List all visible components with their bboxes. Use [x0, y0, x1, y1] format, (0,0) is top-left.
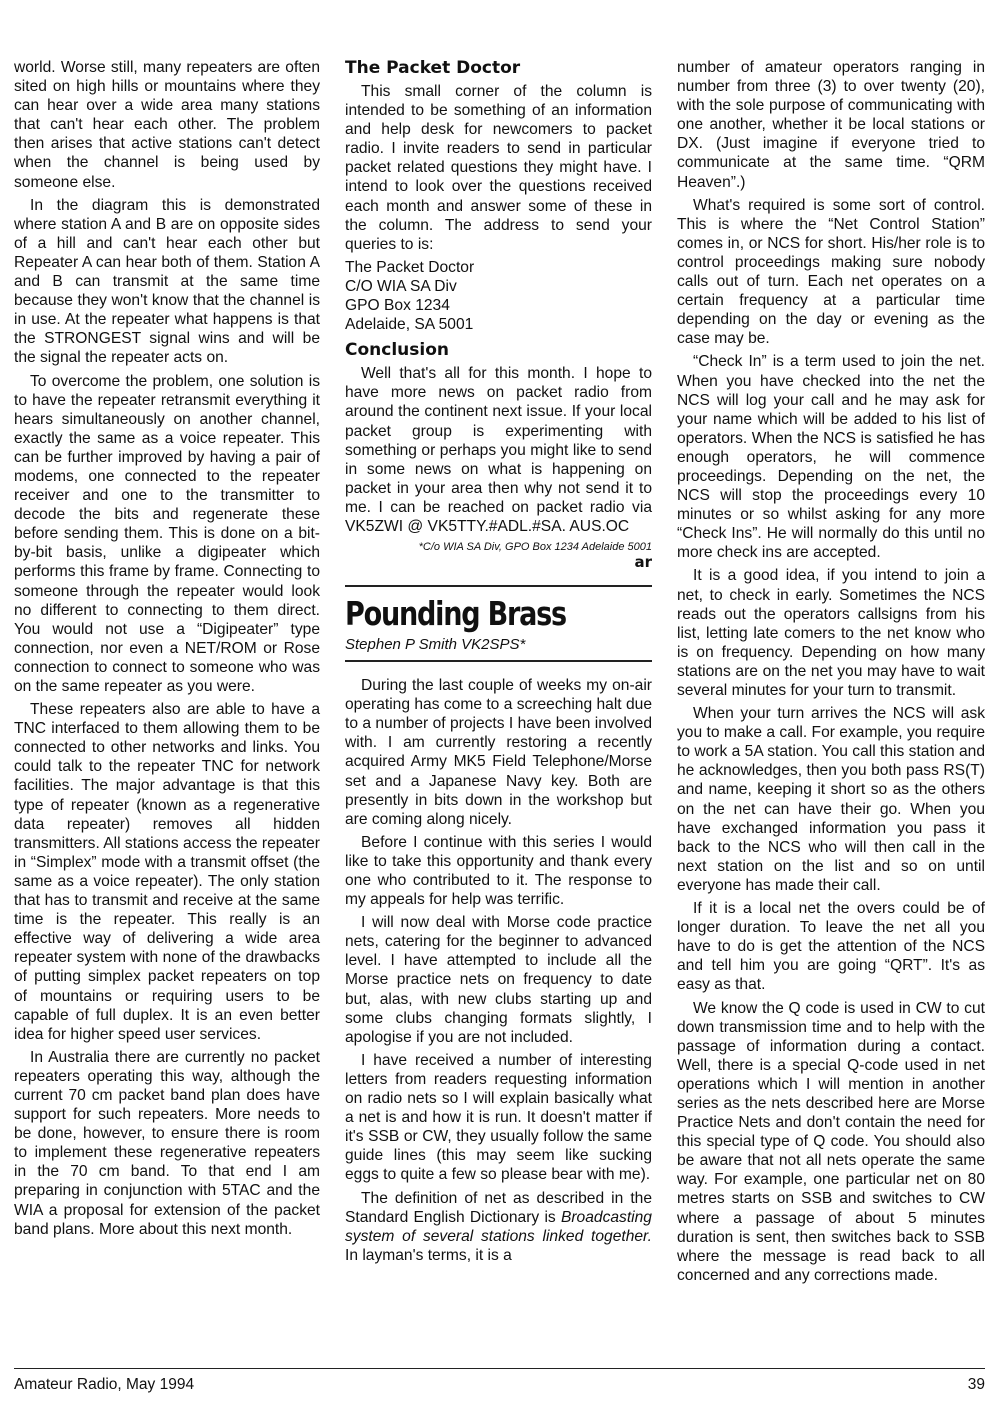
- footer-publication: Amateur Radio, May 1994: [14, 1376, 195, 1393]
- title-rule-bottom: [345, 660, 652, 662]
- section-heading-packet-doctor: The Packet Doctor: [345, 58, 521, 78]
- end-mark: ar: [634, 553, 652, 572]
- column-2: [345, 58, 652, 1269]
- column-3: [677, 58, 985, 1289]
- address-line: GPO Box 1234: [345, 297, 450, 315]
- paragraph-text: The definition of net as described in the Standard English Dictionary is: [345, 1189, 652, 1226]
- paragraph: world. Worse still, many repeaters are often sited on high hills or mountains where they can hear over a wide area many stations that can't hear each other. The problem then arises that active stations can't detect when the channel is being used by someone else.: [14, 59, 320, 191]
- paragraph: These repeaters also are able to have a TNC interfaced to them allowing them to be connected to other networks and links. You could talk to the repeater TNC for network facilities. The major advantage is that this type of repeater (known as a regenerative data repeater) removes all hidden transmitters. All stations access the repeater in “Simplex” mode with a transmit offset (the same as a voice repeater). The only station that has to transmit and receive at the same time is the repeater. This really is an effective way of delivering a wide area repeater system with none of the drawbacks of putting simplex packet repeaters on top of mountains or requiring users to be capable of full duplex. It is an even better idea for higher speed user services.: [14, 701, 320, 1043]
- paragraph: Before I continue with this series I would like to take this opportunity and thank every one who contributed to it. The response to my appeals for help was terrific.: [345, 833, 652, 909]
- paragraph: It is a good idea, if you intend to join a net, to check in early. Sometimes the NCS reads out the operators callsigns from his list, letting late comers to the net know who is on frequency. Depending on how many stations are on the net you may have to wait several minutes for your turn to transmit.: [677, 567, 985, 699]
- mailing-address: [345, 258, 652, 334]
- page-number: 39: [967, 1376, 985, 1393]
- paragraph: [345, 1189, 652, 1265]
- paragraph: This small corner of the column is intended to be something of an information and help desk for newcomers to packet radio. I invite readers to send in particular packet related questions they might have. I intend to look over the questions received each month and answer some of these in the column. The address to send your queries to is:: [345, 83, 652, 253]
- address-line: C/O WIA SA Div: [345, 277, 457, 295]
- section-heading-conclusion: Conclusion: [345, 340, 449, 361]
- paragraph: What's required is some sort of control. This is where the “Net Control Station” comes in, or NCS for short. His/her role is to control proceedings making sure nobody calls out of turn. Each net operates on a certain frequency at a particular time depending on the day or evening as the case may be.: [677, 196, 985, 348]
- column-1: [14, 58, 320, 1243]
- paragraph: To overcome the problem, one solution is to have the repeater retransmit everything it hears simultaneously on another channel, exactly the same as a voice repeater. This can be further improved by having a pair of modems, one connected to the repeater receiver and one to the transmitter to decode the bits and regenerate these before sending them. This is done on a bit-by-bit basis, unlike a digipeater which performs this frame by frame. Connecting to someone through the repeater would look no different to connecting to them direct. You would not use a “Digipeater” type connection, nor even a NET/ROM or Rose connection to connect to someone who was on the same repeater as you were.: [14, 372, 320, 695]
- paragraph: We know the Q code is used in CW to cut down transmission time and to help with the passage of information during a contact. Well, there is a special Q-code used in net operations which I will mention in another series as the nets described here are Morse Practice Nets and don't contain the need for this special type of Q code. You should also be aware that not all nets operate the same way. For example, one particular net on 80 metres starts on SSB and switches to CW where a passage of about 5 minutes duration is sent, then switches back to SSB where the message is read back to all concerned and any corrections made.: [677, 999, 985, 1284]
- paragraph: “Check In” is a term used to join the net. When you have checked into the net the NCS will log your call and he may ask for your name which will be added to his list of operators. When the NCS is satisfied he has enough operators, he will commence proceedings. Depending on the net, the NCS will stop the proceedings every 10 minutes or so whilst asking for any more “Check Ins”. He will normally do this until no more check ins are accepted.: [677, 353, 985, 562]
- paragraph: number of amateur operators ranging in number from three (3) to over twenty (20), with the sole purpose of communicating with one another, whether it be local stations or DX. (Just imagine if everyone tried to communicate at the same time. “QRM Heaven”.): [677, 59, 985, 191]
- footer-rule: [14, 1368, 985, 1369]
- paragraph: When your turn arrives the NCS will ask you to make a call. For example, you require to work a 5A station. You call this station and he acknowledges, then you both pass RS(T) and name, keeping it short so as the others on the net can have their go. When you have exchanged information you pass it back to the NCS who will then call in the next station on the list and so on until everyone has made their call.: [677, 705, 985, 894]
- paragraph: If it is a local net the overs could be of longer duration. To leave the net all you have to do is get the attention of the NCS and tell him you are going “QRT”. It's as easy as that.: [677, 900, 985, 994]
- paragraph: During the last couple of weeks my on-air operating has come to a screeching halt due to a number of projects I have been involved with. I am currently restoring a recently acquired Army MK5 Field Telephone/Morse set and a Japanese Navy key. Both are presently in bits down in the workshop but are coming along nicely.: [345, 677, 652, 828]
- author-footnote: *C/o WIA SA Div, GPO Box 1234 Adelaide 5001: [418, 541, 652, 554]
- article-title: Pounding Brass: [345, 594, 566, 634]
- paragraph: I will now deal with Morse code practice nets, catering for the beginner to advanced level. I have attempted to include all the Morse practice nets on frequency to date but, alas, with new clubs starting up and some clubs changing formats slightly, I apologise if you are not included.: [345, 914, 652, 1046]
- paragraph: Well that's all for this month. I hope to have more news on packet radio from around the continent next issue. If your local packet group is experimenting with something or perhaps you might like to send in some news on what is happening on packet in your area then why not send it to me. I can be reached on packet radio via VK5ZWI @ VK5TTY.#ADL.#SA. AUS.OC: [345, 365, 652, 535]
- dictionary-definition: Broadcasting system of several stations linked together.: [345, 1208, 652, 1245]
- address-line: Adelaide, SA 5001: [345, 316, 474, 334]
- paragraph: In Australia there are currently no packet repeaters operating this way, although the current 70 cm packet band plan does have support for such repeaters. More needs to be done, however, to ensure there is room to implement these regenerative repeaters in the 70 cm band. To that end I am preparing in conjunction with 5TAC and the WIA a proposal for extension of the packet band plans. More about this next month.: [14, 1048, 320, 1238]
- paragraph: I have received a number of interesting letters from readers requesting information on radio nets so I will explain basically what a net is and how it is run. It doesn't matter if it's SSB or CW, they usually follow the same guide lines (this may seem like sucking eggs to quite a few so please bear with me).: [345, 1051, 652, 1184]
- address-line: The Packet Doctor: [345, 258, 475, 276]
- title-rule-top: [345, 585, 652, 587]
- byline: Stephen P Smith VK2SPS*: [345, 636, 526, 654]
- paragraph-text: In layman's terms, it is a: [345, 1246, 512, 1264]
- paragraph: In the diagram this is demonstrated where station A and B are on opposite sides of a hill and can't hear each other but Repeater A can hear both of them. Station A and B can transmit at the same time because they won't know that the channel is in use. At the repeater what happens is that the STRONGEST signal wins and will be the signal the repeater acts on.: [14, 196, 320, 367]
